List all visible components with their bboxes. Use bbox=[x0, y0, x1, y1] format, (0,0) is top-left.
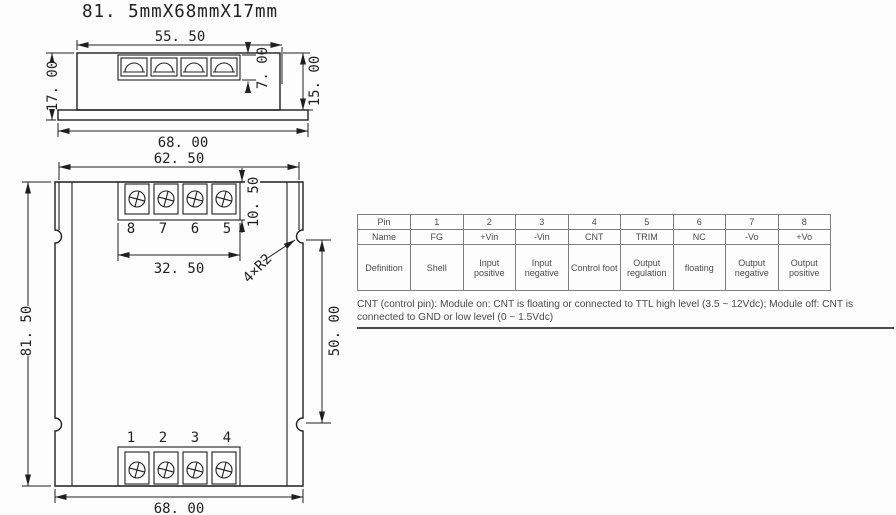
svg-text:68. 00: 68. 00 bbox=[157, 135, 209, 151]
svg-text:62. 50: 62. 50 bbox=[153, 151, 205, 167]
pin-number-cell: 7 bbox=[726, 215, 779, 230]
pin-label-6: 6 bbox=[190, 221, 200, 237]
top-view bbox=[17, 151, 343, 515]
pin-number-cell: 2 bbox=[463, 215, 516, 230]
pin-label-1: 1 bbox=[126, 430, 136, 446]
bottom-terminal-block bbox=[118, 447, 240, 486]
pin-name-cell: +Vo bbox=[778, 230, 831, 245]
pin-number-cell: 5 bbox=[621, 215, 674, 230]
pin-name-cell: TRIM bbox=[621, 230, 674, 245]
top-terminal-block bbox=[118, 182, 240, 220]
pin-number-cell: 4 bbox=[568, 215, 621, 230]
svg-text:7. 00: 7. 00 bbox=[254, 46, 271, 90]
pin-name-cell: NC bbox=[673, 230, 726, 245]
pin-name-cell: +Vin bbox=[463, 230, 516, 245]
row-header-name: Name bbox=[358, 230, 411, 245]
side-case-body bbox=[77, 53, 280, 110]
pin-label-4: 4 bbox=[222, 430, 232, 446]
dim-top-overall-length bbox=[17, 182, 51, 486]
table-row-definition bbox=[358, 245, 831, 291]
pin-definition-cell: floating bbox=[673, 245, 726, 291]
svg-text:68. 00: 68. 00 bbox=[153, 501, 205, 515]
dim-top-slot-spacing bbox=[306, 240, 343, 423]
dim-top-base-width bbox=[55, 489, 303, 515]
dim-top-block-height bbox=[240, 168, 262, 233]
pin-definition-cell: Output negative bbox=[726, 245, 779, 291]
pin-label-2: 2 bbox=[158, 430, 168, 446]
pin-label-3: 3 bbox=[190, 430, 200, 446]
pin-definition-cell: Input negative bbox=[516, 245, 569, 291]
pin-number-cell: 3 bbox=[516, 215, 569, 230]
pin-number-cell: 1 bbox=[411, 215, 464, 230]
svg-text:15. 00: 15. 00 bbox=[306, 55, 323, 107]
note-divider bbox=[357, 327, 894, 329]
dim-side-top-width bbox=[77, 29, 282, 84]
pin-definition-table bbox=[357, 214, 831, 291]
pin-label-7: 7 bbox=[158, 221, 168, 237]
pin-name-cell: FG bbox=[411, 230, 464, 245]
svg-text:4×R2: 4×R2 bbox=[240, 251, 276, 287]
pin-definition-cell: Output positive bbox=[778, 245, 831, 291]
pin-name-cell: CNT bbox=[568, 230, 621, 245]
screw-terminals-bottom bbox=[127, 460, 234, 480]
side-base-flange bbox=[58, 110, 308, 120]
table-row-pin bbox=[358, 215, 831, 230]
top-view-outline bbox=[55, 182, 303, 486]
pin-definition-cell: Shell bbox=[411, 245, 464, 291]
pin-definition-cell: Input positive bbox=[463, 245, 516, 291]
screw-terminals-top bbox=[127, 189, 234, 209]
dim-top-terminal-span bbox=[118, 223, 240, 277]
pin-definition-cell: Output regulation bbox=[621, 245, 674, 291]
pin-definition-cell: Control foot bbox=[568, 245, 621, 291]
row-header-definition: Definition bbox=[358, 245, 411, 291]
cnt-control-note: CNT (control pin): Module on: CNT is floating or connected to TTL high level (3.5 ~ 12Vdc); Module off: CNT is connected to GND or low level (0 ~ 1.5Vdc) bbox=[357, 299, 854, 323]
overall-dimensions-title: 81. 5mmX68mmX17mm bbox=[81, 2, 279, 22]
dim-side-terminal-height bbox=[242, 42, 271, 93]
svg-text:17. 00: 17. 00 bbox=[44, 60, 61, 112]
row-header-pin: Pin bbox=[358, 215, 411, 230]
pin-label-8: 8 bbox=[126, 221, 136, 237]
table-row-name bbox=[358, 230, 831, 245]
svg-text:55. 50: 55. 50 bbox=[154, 29, 206, 45]
pin-name-cell: -Vin bbox=[516, 230, 569, 245]
svg-text:32. 50: 32. 50 bbox=[153, 261, 205, 277]
dim-top-case-width bbox=[59, 151, 299, 180]
dim-side-case-height bbox=[283, 53, 323, 110]
pin-number-cell: 8 bbox=[778, 215, 831, 230]
side-terminal-cells bbox=[121, 58, 237, 76]
svg-text:10. 50: 10. 50 bbox=[245, 176, 262, 228]
pin-label-5: 5 bbox=[222, 221, 232, 237]
svg-text:50. 00: 50. 00 bbox=[326, 305, 343, 357]
side-view bbox=[44, 2, 323, 151]
pin-name-cell: -Vo bbox=[726, 230, 779, 245]
svg-text:81. 50: 81. 50 bbox=[18, 305, 35, 357]
dim-side-base-width bbox=[58, 123, 308, 151]
pin-number-cell: 6 bbox=[673, 215, 726, 230]
